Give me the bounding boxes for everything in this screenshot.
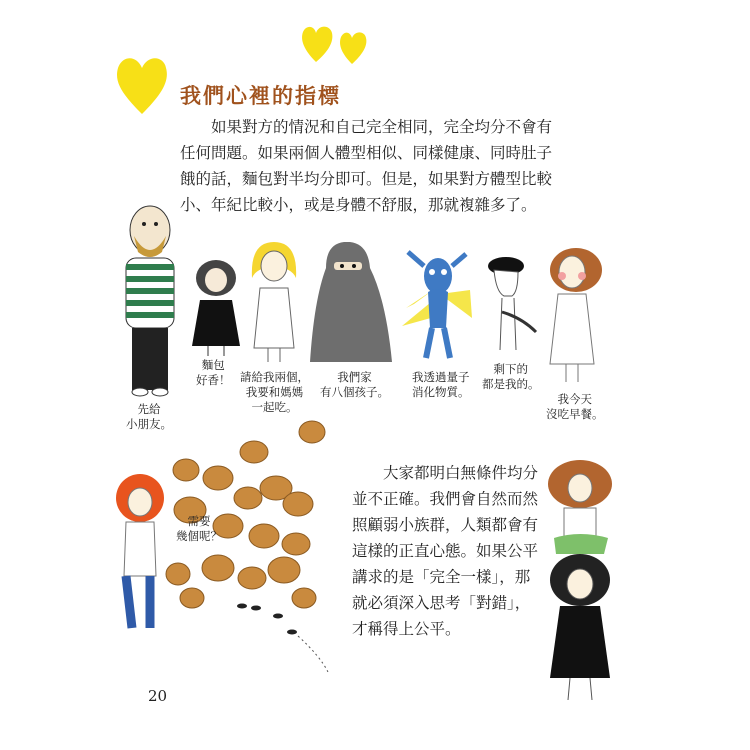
girl-black-dress-illustration <box>188 258 244 358</box>
text-line: 餓的話，麵包對半均分即可。但是，如果對方體型比較 <box>180 170 553 188</box>
text-line: 才稱得上公平。 <box>352 620 461 638</box>
caption-eight-children <box>320 370 389 400</box>
caption-line: 請給我兩個， <box>240 370 309 384</box>
text-line: 如果對方的情況和自己完全相同，完全均分不會有 <box>180 118 553 136</box>
dog-in-beret-illustration <box>482 252 542 362</box>
small-heart-icon <box>338 28 368 66</box>
caption-line: 我們家 <box>337 370 372 384</box>
text-line: 並不正確。我們會自然而然 <box>352 490 539 508</box>
caption-line: 幾個呢？ <box>176 529 222 543</box>
red-haired-boy-illustration <box>110 472 176 632</box>
caption-line: 我透過量子 <box>412 370 470 384</box>
text-line: 小、年紀比較小，或是身體不舒服，那就複雜多了。 <box>180 196 537 214</box>
text-line: 講求的是「完全一樣」，那 <box>352 568 531 586</box>
page-number: 20 <box>148 687 168 705</box>
caption-line: 我今天 <box>557 392 592 406</box>
caption-give-children-first <box>126 402 172 432</box>
blonde-girl-illustration <box>246 238 302 366</box>
caption-line: 好香！ <box>196 373 231 387</box>
text-line: 大家都明白無條件均分 <box>352 464 539 482</box>
body-paragraph-1 <box>180 114 553 218</box>
caption-line: 有八個孩子。 <box>320 385 389 399</box>
large-heart-icon <box>114 52 170 116</box>
caption-how-many-needed <box>176 514 222 544</box>
woman-in-niqab-illustration <box>304 240 396 366</box>
caption-line: 小朋友。 <box>126 417 172 431</box>
caption-line: 一起吃。 <box>251 400 298 414</box>
section-title: 我們心裡的指標 <box>180 84 341 108</box>
ants-illustration <box>228 596 338 676</box>
small-heart-icon <box>300 22 334 64</box>
caption-line: 都是我的。 <box>482 377 540 391</box>
text-line: 就必須深入思考「對錯」， <box>352 594 531 612</box>
body-paragraph-2 <box>352 460 542 642</box>
caption-two-for-mom <box>240 370 309 415</box>
caption-line: 沒吃早餐。 <box>546 407 604 421</box>
blue-alien-illustration <box>402 246 474 364</box>
caption-line: 消化物質。 <box>412 385 470 399</box>
caption-no-breakfast <box>546 392 604 422</box>
caption-bread-smells-good <box>196 358 231 388</box>
caption-line: 剩下的 <box>493 362 528 376</box>
caption-line: 我要和媽媽 <box>245 385 304 399</box>
caption-line: 先給 <box>137 402 161 416</box>
text-line: 任何問題。如果兩個人體型相似、同樣健康、同時肚子 <box>180 144 553 162</box>
caption-quantum-digestion <box>412 370 470 400</box>
bald-man-striped-shirt-illustration <box>110 202 190 402</box>
auburn-haired-woman-illustration <box>546 244 612 388</box>
text-line: 照顧弱小族群，人類都會有 <box>352 516 539 534</box>
caption-line: 需要 <box>187 514 211 528</box>
text-line: 這樣的正直心態。如果公平 <box>352 542 539 560</box>
caption-line: 麵包 <box>201 358 225 372</box>
woman-carrying-child-illustration <box>534 456 624 706</box>
caption-rest-is-mine <box>482 362 540 392</box>
